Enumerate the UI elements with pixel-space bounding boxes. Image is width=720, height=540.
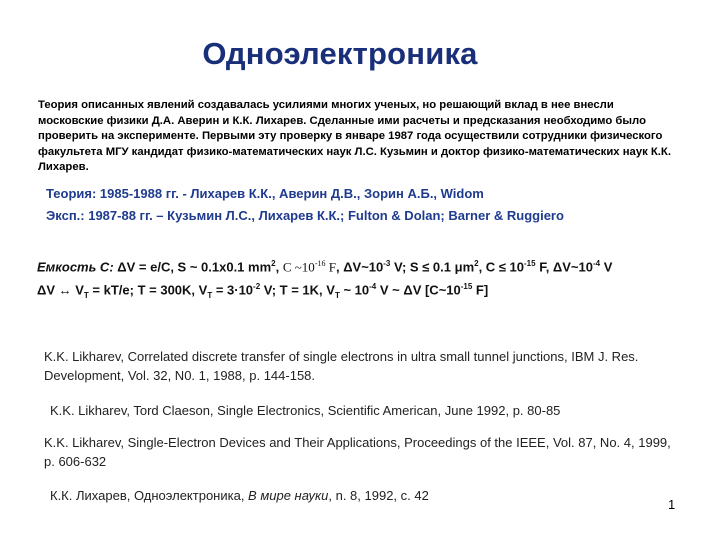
intro-paragraph: Теория описанных явлений создавалась усилиями многих ученых, но решающий вклад в нее внесли московские физики Д.А. Аверин и К.К. Лихарев. Сделанные ими расчеты и предсказания необходимо было проверить на эксперименте. Первыми эту проверку в январе 1987 года осуществили сотрудники физического факультета МГУ кандидат физико-математических наук Л.С. Кузьмин и доктор физико-математических наук К.К. Лихарев.	[38, 99, 671, 173]
reference-item: К.К. Лихарев, Одноэлектроника, В мире науки, n. 8, 1992, с. 42	[50, 488, 429, 503]
page-number: 1	[668, 497, 676, 512]
theory-line: Теория: 1985-1988 гг. - Лихарев К.К., Аверин Д.В., Зорин А.Б., Widom	[46, 186, 484, 201]
slide-title: Одноэлектроника	[202, 36, 478, 71]
reference-item: K.K. Likharev, Tord Claeson, Single Electronics, Scientific American, June 1992, p. 80-85	[50, 403, 561, 418]
reference-item: K.K. Likharev, Correlated discrete transfer of single electrons in ultra small tunnel junctions, IBM J. Res. Development, Vol. 32, N0. 1, 1988, p. 144-158.	[44, 349, 639, 383]
capacitance-label: Емкость С:	[37, 259, 114, 275]
reference-item: K.K. Likharev, Single-Electron Devices and Their Applications, Proceedings of the IEEE, Vol. 87, No. 4, 1999, p. 606-632	[44, 435, 671, 469]
capacitance-line: Емкость С: ΔV = e/C, S ~ 0.1x0.1 $mm^2$, C $\sim 10^{-16}$ F, $\Delta V\sim 10^{-3}$ V; S ≤ 0.1 $\mu m^2$, $C \le 10^{-15}$ F, $\Delta V\sim 10^{-4}$ V	[37, 259, 613, 275]
experiment-line: Эксп.: 1987-88 гг. – Кузьмин Л.С., Лихарев К.К.; Fulton & Dolan; Barner & Ruggiero	[46, 208, 564, 223]
voltage-line: ΔV ↔ $V_T = kT/e$; T = 300K, $V_T = 3\cdot 10^{-2}$ V; T = 1K, $V_T$ ~ $10^{-4}$ V ~ ΔV [$C\sim 10^{-15}$ F]	[37, 282, 489, 300]
